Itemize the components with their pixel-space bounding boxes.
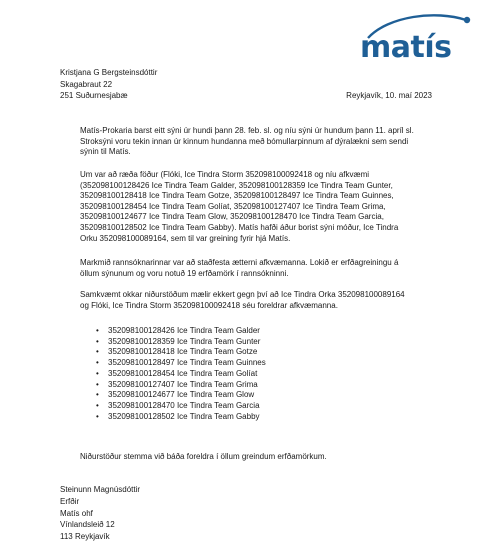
- bullet-icon: •: [96, 411, 99, 421]
- signer-postal: 113 Reykjavík: [60, 532, 110, 542]
- signer-name: Steinunn Magnúsdóttir: [60, 485, 141, 494]
- bullet-icon: •: [96, 368, 99, 378]
- offspring-label: 352098100128502 Ice Tindra Team Gabby: [108, 411, 260, 421]
- list-item: [96, 369, 266, 380]
- bullet-icon: •: [96, 358, 99, 368]
- signature-block: [60, 484, 140, 543]
- paragraph-aim: Markmið rannsóknarinnar var að staðfesta ætterni afkvæmanna. Lokið er erfðagreiningu á öllum sýnunum og voru notuð 19 erfðamörk í rannsókninni.: [80, 258, 399, 278]
- offspring-label: 352098100128426 Ice Tindra Team Galder: [108, 326, 260, 335]
- paragraph-conclusion: Niðurstöður stemma við báða foreldra í öllum greindum erfðamörkum.: [80, 452, 327, 461]
- signer-role: Erfðir: [60, 496, 80, 506]
- list-item: [96, 390, 266, 401]
- bullet-icon: •: [96, 390, 99, 400]
- paragraph-intro: Matís-Prokaria barst eitt sýni úr hundi þann 28. feb. sl. og níu sýni úr hundum þann 11. apríl sl. Stroksýni voru tekin innan úr kinnum hundanna með bómullarpinnum af dýralækni sem sendi sýnin til Matís.: [80, 126, 414, 157]
- offspring-label: 352098100128359 Ice Tindra Team Gunter: [108, 336, 261, 346]
- list-item: [96, 337, 266, 348]
- paragraph-subjects: Um var að ræða föður (Flóki, Ice Tindra Storm 352098100092418 og níu afkvæmi (352098100128426 Ice Tindra Team Galder, 352098100128359 Ice Tindra Team Gunter, 352098100128418 Ice Tindra Team Gotze, 352098100128497 Ice Tindra Team Guinnes, 352098100128454 Ice Tindra Team Golíat, 352098100127407 Ice Tindra Team Grima, 352098100124677 Ice Tindra Team Glow, 352098100128470 Ice Tindra Team Garcia, 352098100128502 Ice Tindra Team Gabby). Matís hafði áður borist sýni móður, Ice Tindra Orku 352098100089164, sem til var greining fyrir hjá Matís.: [80, 170, 399, 243]
- offspring-label: 352098100128418 Ice Tindra Team Gotze: [108, 347, 258, 357]
- list-item: [96, 347, 266, 358]
- offspring-list: [96, 326, 266, 422]
- recipient-name: Kristjana G Bergsteinsdóttir: [60, 68, 158, 77]
- offspring-label: 352098100128454 Ice Tindra Team Golíat: [108, 368, 258, 378]
- recipient-street: Skagabraut 22: [60, 79, 113, 89]
- offspring-label: 352098100128497 Ice Tindra Team Guinnes: [108, 358, 266, 368]
- list-item: [96, 412, 266, 423]
- bullet-icon: •: [96, 400, 99, 410]
- matis-logo: [360, 10, 476, 70]
- recipient-postal: 251 Suðurnesjabæ: [60, 91, 128, 100]
- paragraph-result-intro: Samkvæmt okkar niðurstöðum mælir ekkert gegn því að Ice Tindra Orka 352098100089164 og Flóki, Ice Tindra Storm 352098100092418 séu foreldrar afkvæmanna.: [80, 290, 405, 310]
- logo-text: matís: [360, 30, 452, 65]
- list-item: [96, 380, 266, 391]
- bullet-icon: •: [96, 347, 99, 357]
- offspring-label: 352098100124677 Ice Tindra Team Glow: [108, 390, 255, 400]
- recipient-address: [60, 67, 157, 102]
- signer-street: Vínlandsleið 12: [60, 520, 115, 530]
- offspring-label: 352098100127407 Ice Tindra Team Grima: [108, 379, 258, 389]
- list-item: [96, 326, 266, 337]
- bullet-icon: •: [96, 326, 99, 335]
- list-item: [96, 401, 266, 412]
- offspring-label: 352098100128470 Ice Tindra Team Garcia: [108, 400, 260, 410]
- bullet-icon: •: [96, 336, 99, 346]
- bullet-icon: •: [96, 379, 99, 389]
- letter-date: Reykjavík, 10. maí 2023: [346, 91, 432, 100]
- list-item: [96, 358, 266, 369]
- signer-company: Matís ohf: [60, 508, 93, 518]
